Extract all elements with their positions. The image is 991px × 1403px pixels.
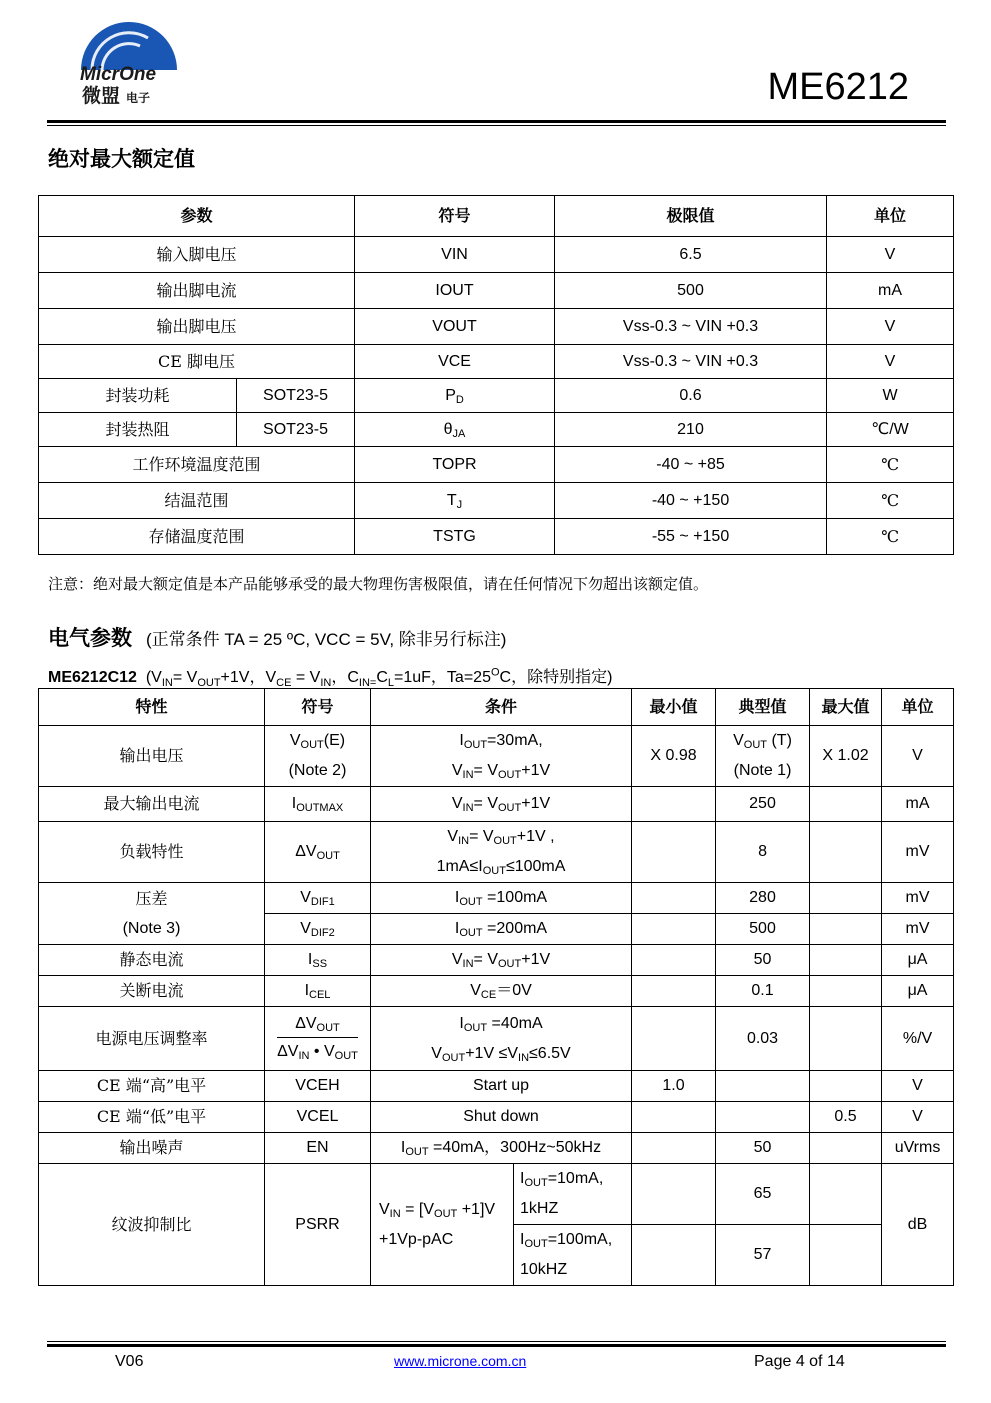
header-rule-thick [47, 120, 946, 123]
symbol-cell: $\theta_{JA}$ [355, 413, 555, 447]
unit-cell: W [827, 379, 954, 413]
footer-rule-thick [47, 1344, 946, 1347]
param-cell: 结温范围 [39, 483, 355, 519]
char-cell: 负载特性 [39, 822, 265, 883]
min-cell [632, 914, 716, 945]
value-cell: 500 [555, 273, 827, 309]
char-cell: 输出噪声 [39, 1133, 265, 1164]
col-header-characteristic: 特性 [39, 689, 265, 726]
table-row [39, 787, 954, 822]
typ-cell [716, 1071, 810, 1102]
elec-table [38, 688, 954, 1286]
table-row [39, 345, 954, 379]
unit-cell: ℃ [827, 519, 954, 555]
unit-cell: dB [882, 1164, 954, 1286]
condition-cell: $V_{IN}= V_{OUT}+1V$ [371, 787, 632, 822]
table-row [39, 447, 954, 483]
condition-subcell: $I_{OUT}=100mA$, 10kHZ [514, 1225, 632, 1286]
table-row [39, 237, 954, 273]
param-cell: 输出脚电流 [39, 273, 355, 309]
table-row [39, 413, 954, 447]
unit-cell: mV [882, 883, 954, 914]
condition-cell: $I_{OUT} =200mA$ [371, 914, 632, 945]
unit-cell: ℃/W [827, 413, 954, 447]
footer-rule-thin [47, 1341, 946, 1342]
min-cell [632, 1133, 716, 1164]
condition-cell: $I_{OUT} =100mA$ [371, 883, 632, 914]
abs-max-table [38, 195, 954, 555]
max-cell [810, 1007, 882, 1071]
symbol-cell: $V_{DIF1}$ [265, 883, 371, 914]
col-header-unit: 单位 [827, 196, 954, 237]
col-header-typ: 典型值 [716, 689, 810, 726]
value-cell: 6.5 [555, 237, 827, 273]
footer-version: V06 [115, 1353, 144, 1370]
unit-cell: V [882, 726, 954, 787]
value-cell: -40 ~ +85 [555, 447, 827, 483]
param-cell: 存储温度范围 [39, 519, 355, 555]
symbol-cell: VIN [355, 237, 555, 273]
min-cell [632, 822, 716, 883]
table-header-row [39, 689, 954, 726]
symbol-cell: $I_{OUTMAX}$ [265, 787, 371, 822]
table-row [39, 1071, 954, 1102]
param-cell: 工作环境温度范围 [39, 447, 355, 483]
unit-cell: V [882, 1071, 954, 1102]
min-cell [632, 883, 716, 914]
symbol-cell: $I_{CEL}$ [265, 976, 371, 1007]
header-rule-thin [47, 125, 946, 126]
col-header-unit: 单位 [882, 689, 954, 726]
symbol-cell: TSTG [355, 519, 555, 555]
condition-cell: $V_{CE}=0V$ [371, 976, 632, 1007]
condition-subcell: $I_{OUT}=10mA$, 1kHZ [514, 1164, 632, 1225]
max-cell [810, 914, 882, 945]
symbol-cell: VCEH [265, 1071, 371, 1102]
unit-cell: ℃ [827, 483, 954, 519]
package-cell: SOT23-5 [237, 379, 355, 413]
symbol-cell: VOUT [355, 309, 555, 345]
param-cell: 输入脚电压 [39, 237, 355, 273]
symbol-cell: VCE [355, 345, 555, 379]
table-row [39, 483, 954, 519]
condition-cell: $I_{OUT} =40mA$，300Hz~50kHz [371, 1133, 632, 1164]
symbol-cell: $\Delta V_{OUT}$ $\Delta V_{IN}$ • $V_{OUT}$ [265, 1007, 371, 1071]
typ-cell [716, 1102, 810, 1133]
unit-cell: mA [827, 273, 954, 309]
param-cell: 输出脚电压 [39, 309, 355, 345]
typ-cell: 50 [716, 1133, 810, 1164]
model-number: ME6212 [767, 66, 909, 108]
table-row [39, 519, 954, 555]
symbol-cell: $P_D$ [355, 379, 555, 413]
value-cell: -55 ~ +150 [555, 519, 827, 555]
condition-cell: $I_{OUT}=30mA$, $V_{IN}= V_{OUT}+1V$ [371, 726, 632, 787]
unit-cell: V [827, 345, 954, 379]
table-row [39, 1164, 954, 1225]
min-cell: 1.0 [632, 1071, 716, 1102]
max-cell [810, 822, 882, 883]
table-row [39, 883, 954, 914]
unit-cell: %/V [882, 1007, 954, 1071]
typ-cell: 8 [716, 822, 810, 883]
value-cell: -40 ~ +150 [555, 483, 827, 519]
footer-url[interactable] [394, 1353, 526, 1371]
table-row [39, 945, 954, 976]
svg-text:微盟: 微盟 [82, 85, 121, 107]
unit-cell: uVrms [882, 1133, 954, 1164]
svg-text:电子: 电子 [126, 91, 151, 105]
typ-cell: 280 [716, 883, 810, 914]
elec-title: 电气参数 (正常条件 TA = 25 ºC, VCC = 5V, 除非另行标注) [48, 626, 507, 650]
abs-max-title: 绝对最大额定值 [48, 147, 195, 171]
col-header-symbol: 符号 [355, 196, 555, 237]
table-row [39, 273, 954, 309]
symbol-cell: IOUT [355, 273, 555, 309]
col-header-min: 最小值 [632, 689, 716, 726]
col-header-limit: 极限值 [555, 196, 827, 237]
unit-cell: mA [882, 787, 954, 822]
min-cell [632, 1007, 716, 1071]
typ-cell: 50 [716, 945, 810, 976]
table-row [39, 726, 954, 787]
typ-cell: $V_{OUT}$ (T) (Note 1) [716, 726, 810, 787]
abs-max-note: 注意：绝对最大额定值是本产品能够承受的最大物理伤害极限值，请在任何情况下勿超出该额定值。 [48, 575, 709, 593]
min-cell [632, 1164, 716, 1225]
col-header-symbol: 符号 [265, 689, 371, 726]
char-cell: 纹波抑制比 [39, 1164, 265, 1286]
unit-cell: V [827, 309, 954, 345]
min-cell [632, 945, 716, 976]
elec-title-note: (正常条件 TA = 25 ºC, VCC = 5V, 除非另行标注) [146, 630, 507, 649]
symbol-cell: EN [265, 1133, 371, 1164]
condition-cell: Shut down [371, 1102, 632, 1133]
value-cell: 0.6 [555, 379, 827, 413]
char-cell: 压差 (Note 3) [39, 883, 265, 945]
symbol-cell: $V_{DIF2}$ [265, 914, 371, 945]
model-label: ME6212C12 [48, 669, 137, 686]
char-cell: CE 端“高”电平 [39, 1071, 265, 1102]
unit-cell: mV [882, 822, 954, 883]
max-cell [810, 1133, 882, 1164]
condition-cell: $V_{IN}= V_{OUT}+1V$ [371, 945, 632, 976]
char-cell: 关断电流 [39, 976, 265, 1007]
typ-cell: 0.1 [716, 976, 810, 1007]
condition-cell: $V_{IN}= V_{OUT}+1V$ , $1mA\le I_{OUT}\le 100mA$ [371, 822, 632, 883]
unit-cell: mV [882, 914, 954, 945]
table-row [39, 1007, 954, 1071]
char-cell: 静态电流 [39, 945, 265, 976]
max-cell: X 1.02 [810, 726, 882, 787]
table-row [39, 309, 954, 345]
max-cell [810, 1164, 882, 1225]
typ-cell: 57 [716, 1225, 810, 1286]
symbol-cell: $V_{OUT}(E)$ (Note 2) [265, 726, 371, 787]
unit-cell: V [827, 237, 954, 273]
unit-cell: μA [882, 945, 954, 976]
table-row [39, 379, 954, 413]
char-cell: 电源电压调整率 [39, 1007, 265, 1071]
symbol-cell: TOPR [355, 447, 555, 483]
condition-cell: Start up [371, 1071, 632, 1102]
char-cell: 最大输出电流 [39, 787, 265, 822]
max-cell [810, 1225, 882, 1286]
unit-cell: V [882, 1102, 954, 1133]
table-row [39, 822, 954, 883]
unit-cell: ℃ [827, 447, 954, 483]
typ-cell: 0.03 [716, 1007, 810, 1071]
param-cell: CE 脚电压 [39, 345, 355, 379]
char-cell: 输出电压 [39, 726, 265, 787]
min-cell [632, 787, 716, 822]
symbol-cell: PSRR [265, 1164, 371, 1286]
table-header-row [39, 196, 954, 237]
value-cell: 210 [555, 413, 827, 447]
max-cell [810, 1071, 882, 1102]
max-cell [810, 976, 882, 1007]
col-header-param: 参数 [39, 196, 355, 237]
max-cell [810, 883, 882, 914]
symbol-cell: $T_J$ [355, 483, 555, 519]
table-row [39, 1133, 954, 1164]
typ-cell: 250 [716, 787, 810, 822]
symbol-cell: $I_{SS}$ [265, 945, 371, 976]
max-cell [810, 787, 882, 822]
symbol-cell: $\Delta V_{OUT}$ [265, 822, 371, 883]
symbol-cell: VCEL [265, 1102, 371, 1133]
typ-cell: 65 [716, 1164, 810, 1225]
test-conditions: ME6212C12 ($V_{IN}= V_{OUT}+1V$，$V_{CE} = V_{IN}$，$C_{IN=}C_L=1uF$，$Ta=25^OC$，除特别指定) [48, 666, 613, 690]
min-cell [632, 976, 716, 1007]
min-cell [632, 1102, 716, 1133]
condition-cell: $V_{IN} = [V_{OUT} +1]V$ +1Vp-pAC [371, 1164, 514, 1286]
package-cell: SOT23-5 [237, 413, 355, 447]
max-cell [810, 945, 882, 976]
unit-cell: μA [882, 976, 954, 1007]
min-cell: X 0.98 [632, 726, 716, 787]
col-header-max: 最大值 [810, 689, 882, 726]
microne-logo [78, 22, 188, 110]
typ-cell: 500 [716, 914, 810, 945]
website-link[interactable]: www.microne.com.cn [394, 1353, 527, 1369]
table-row [39, 1102, 954, 1133]
svg-text:MicrOne: MicrOne [80, 64, 157, 85]
logo-graphic [78, 22, 188, 110]
param-cell: 封装功耗 [39, 379, 237, 413]
value-cell: Vss-0.3 ~ VIN +0.3 [555, 309, 827, 345]
table-row [39, 976, 954, 1007]
condition-cell: $I_{OUT} =40mA$ $V_{OUT}+1V \le V_{IN}\le 6.5V$ [371, 1007, 632, 1071]
param-cell: 封装热阻 [39, 413, 237, 447]
char-cell: CE 端“低”电平 [39, 1102, 265, 1133]
value-cell: Vss-0.3 ~ VIN +0.3 [555, 345, 827, 379]
footer-page: Page 4 of 14 [754, 1353, 845, 1370]
max-cell: 0.5 [810, 1102, 882, 1133]
col-header-condition: 条件 [371, 689, 632, 726]
min-cell [632, 1225, 716, 1286]
